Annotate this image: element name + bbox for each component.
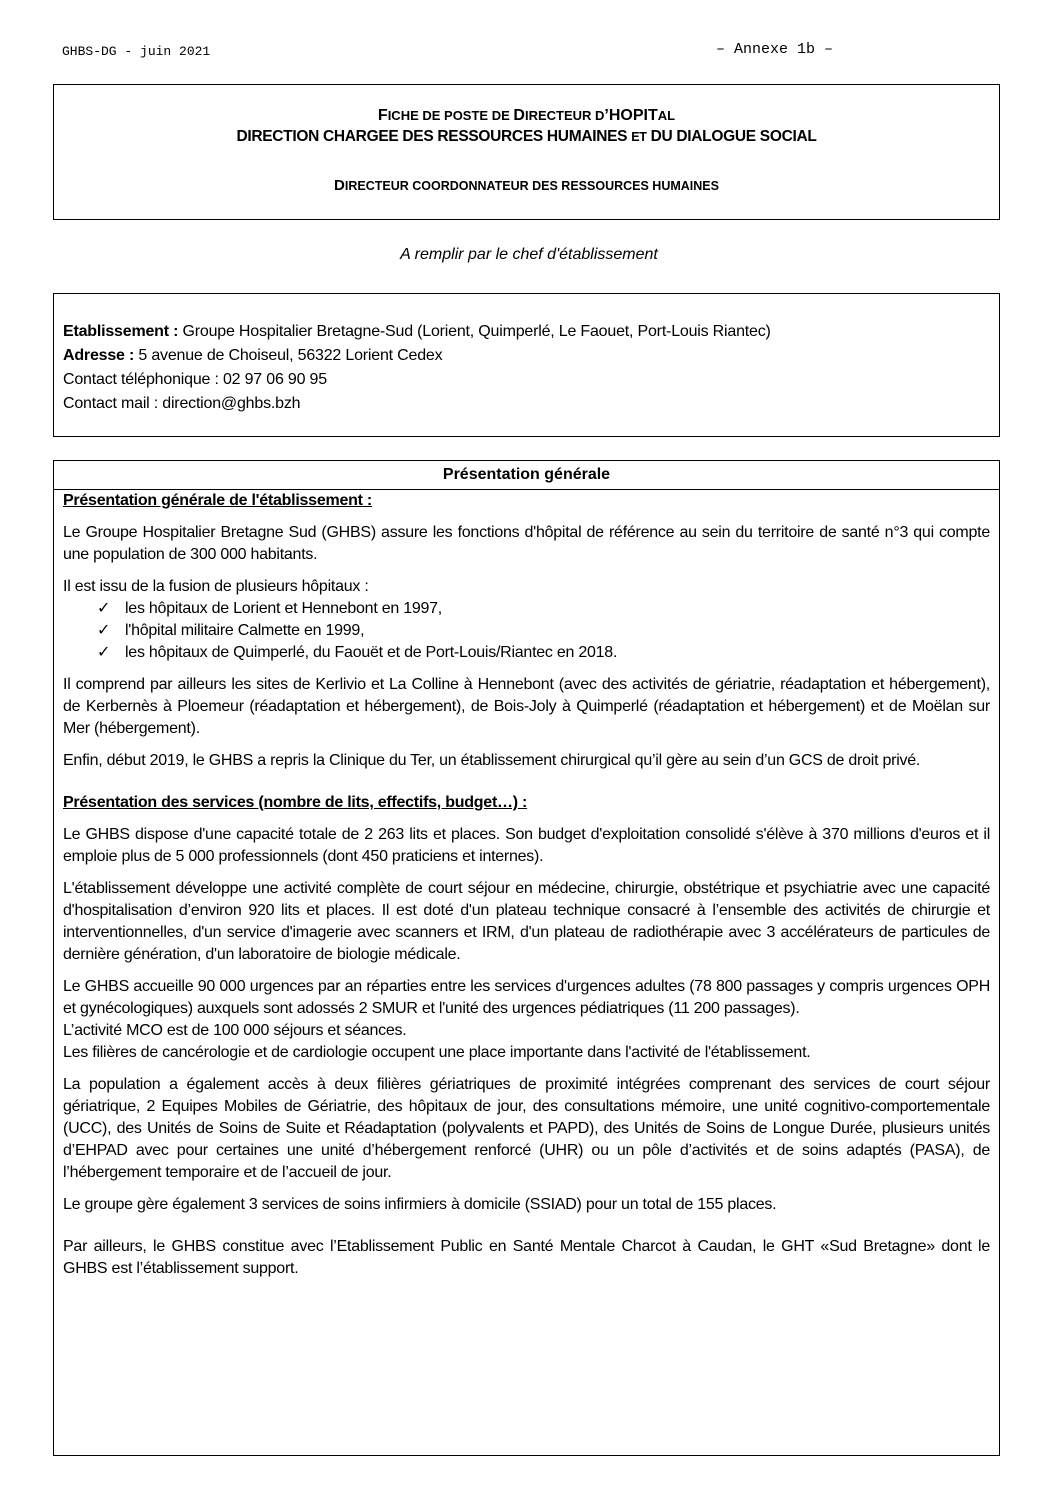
- establishment-label: Etablissement :: [63, 323, 179, 340]
- list-item: ✓ les hôpitaux de Lorient et Hennebont en 1997,: [63, 598, 990, 620]
- paragraph: Les filières de cancérologie et de cardiologie occupent une place importante dans l'activité de l'établissement.: [63, 1044, 811, 1061]
- presentation-box: [53, 460, 1000, 1456]
- establishment-value: Groupe Hospitalier Bretagne-Sud (Lorient, Quimperlé, Le Faouet, Port-Louis Riantec): [178, 323, 771, 340]
- presentation-heading: Présentation générale: [54, 461, 999, 490]
- paragraph: Par ailleurs, le GHBS constitue avec l’Etablissement Public en Santé Mentale Charcot à Caudan, le GHT «Sud Bretagne» dont le GHBS est l’établissement support.: [63, 1238, 990, 1277]
- paragraph: L’activité MCO est de 100 000 séjours et séances.: [63, 1022, 407, 1039]
- header-annex: – Annexe 1b –: [716, 41, 834, 58]
- fill-instruction: A remplir par le chef d'établissement: [400, 246, 658, 263]
- presentation-body: [54, 490, 999, 1280]
- paragraph: Enfin, début 2019, le GHBS a repris la Clinique du Ter, un établissement chirurgical qu’il gère au sein d’un GCS de droit privé.: [63, 752, 921, 769]
- title-box: [53, 84, 1000, 220]
- mail-row: Contact mail : direction@ghbs.bzh: [63, 395, 301, 412]
- paragraph: Le GHBS dispose d'une capacité totale de 2 263 lits et places. Son budget d'exploitation consolidé s'élève à 370 millions d'euros et il emploie plus de 5 000 professionnels (dont 450 praticiens et internes).: [63, 826, 990, 865]
- section-title-services: Présentation des services (nombre de lits, effectifs, budget…) :: [63, 794, 528, 811]
- paragraph: Il est issu de la fusion de plusieurs hôpitaux :: [63, 578, 369, 595]
- paragraph: Le Groupe Hospitalier Bretagne Sud (GHBS) assure les fonctions d'hôpital de référence au sein du territoire de santé n°3 qui compte une population de 300 000 habitants.: [63, 524, 990, 563]
- check-icon: ✓: [97, 600, 111, 617]
- paragraph: Le groupe gère également 3 services de soins infirmiers à domicile (SSIAD) pour un total de 155 places.: [63, 1196, 777, 1213]
- check-icon: ✓: [97, 644, 111, 661]
- title-line-3: DIRECTEUR COORDONNATEUR DES RESSOURCES HUMAINES: [334, 177, 719, 194]
- list-item: ✓ les hôpitaux de Quimperlé, du Faouët et de Port-Louis/Riantec en 2018.: [63, 642, 990, 664]
- section-title-establishment: Présentation générale de l'établissement :: [63, 492, 372, 509]
- establishment-row: [63, 320, 999, 344]
- paragraph: Il comprend par ailleurs les sites de Kerlivio et La Colline à Hennebont (avec des activités de gériatrie, réadaptation et hébergement), de Kerbernès à Ploemeur (réadaptation et hébergement), de Bois-Joly à Quimperlé (réadaptation et hébergement) et de Moëlan sur Mer (hébergement).: [63, 676, 990, 737]
- paragraph: L'établissement développe une activité complète de court séjour en médecine, chirurgie, obstétrique et psychiatrie avec une capacité d'hospitalisation d’environ 920 lits et places. Il est doté d'un plateau technique consacré à l’ensemble des activités de chirurgie et interventionnelles, d'un service d'imagerie avec scanners et IRM, d'un plateau de radiothérapie avec 3 accélérateurs de particules de dernière génération, d'un laboratoire de biologie médicale.: [63, 880, 990, 963]
- address-label: Adresse :: [63, 347, 135, 364]
- address-row: [63, 344, 999, 368]
- phone-row: Contact téléphonique : 02 97 06 90 95: [63, 371, 327, 388]
- merger-list: [63, 598, 990, 664]
- title-line-2: DIRECTION CHARGEE DES RESSOURCES HUMAINES ET DU DIALOGUE SOCIAL: [236, 128, 817, 145]
- contact-box: [53, 293, 1000, 437]
- list-item: ✓ l'hôpital militaire Calmette en 1999,: [63, 620, 990, 642]
- address-value: 5 avenue de Choiseul, 56322 Lorient Cedex: [134, 347, 443, 364]
- header-date: GHBS-DG - juin 2021: [62, 44, 211, 59]
- title-line-1: FICHE DE POSTE DE DIRECTEUR D’HOPITAL: [377, 107, 676, 124]
- check-icon: ✓: [97, 622, 111, 639]
- paragraph: La population a également accès à deux filières gériatriques de proximité intégrées comprenant des services de court séjour gériatrique, 2 Equipes Mobiles de Gériatrie, des hôpitaux de jour, des consultations mémoire, une unité cognitivo-comportementale (UCC), des Unités de Soins de Suite et Réadaptation (polyvalents et PAPD), des Unités de Soins de Longue Durée, plusieurs unités d’EHPAD avec pour certaines une unité d’hébergement renforcé (UHR) ou un pôle d’activités et de soins adaptés (PASA), de l’hébergement temporaire et de l’accueil de jour.: [63, 1076, 990, 1181]
- paragraph: Le GHBS accueille 90 000 urgences par an réparties entre les services d'urgences adultes (78 800 passages y compris urgences OPH et gynécologiques) auxquels sont adossés 2 SMUR et l'unité des urgences pédiatriques (11 200 passages).: [63, 978, 990, 1017]
